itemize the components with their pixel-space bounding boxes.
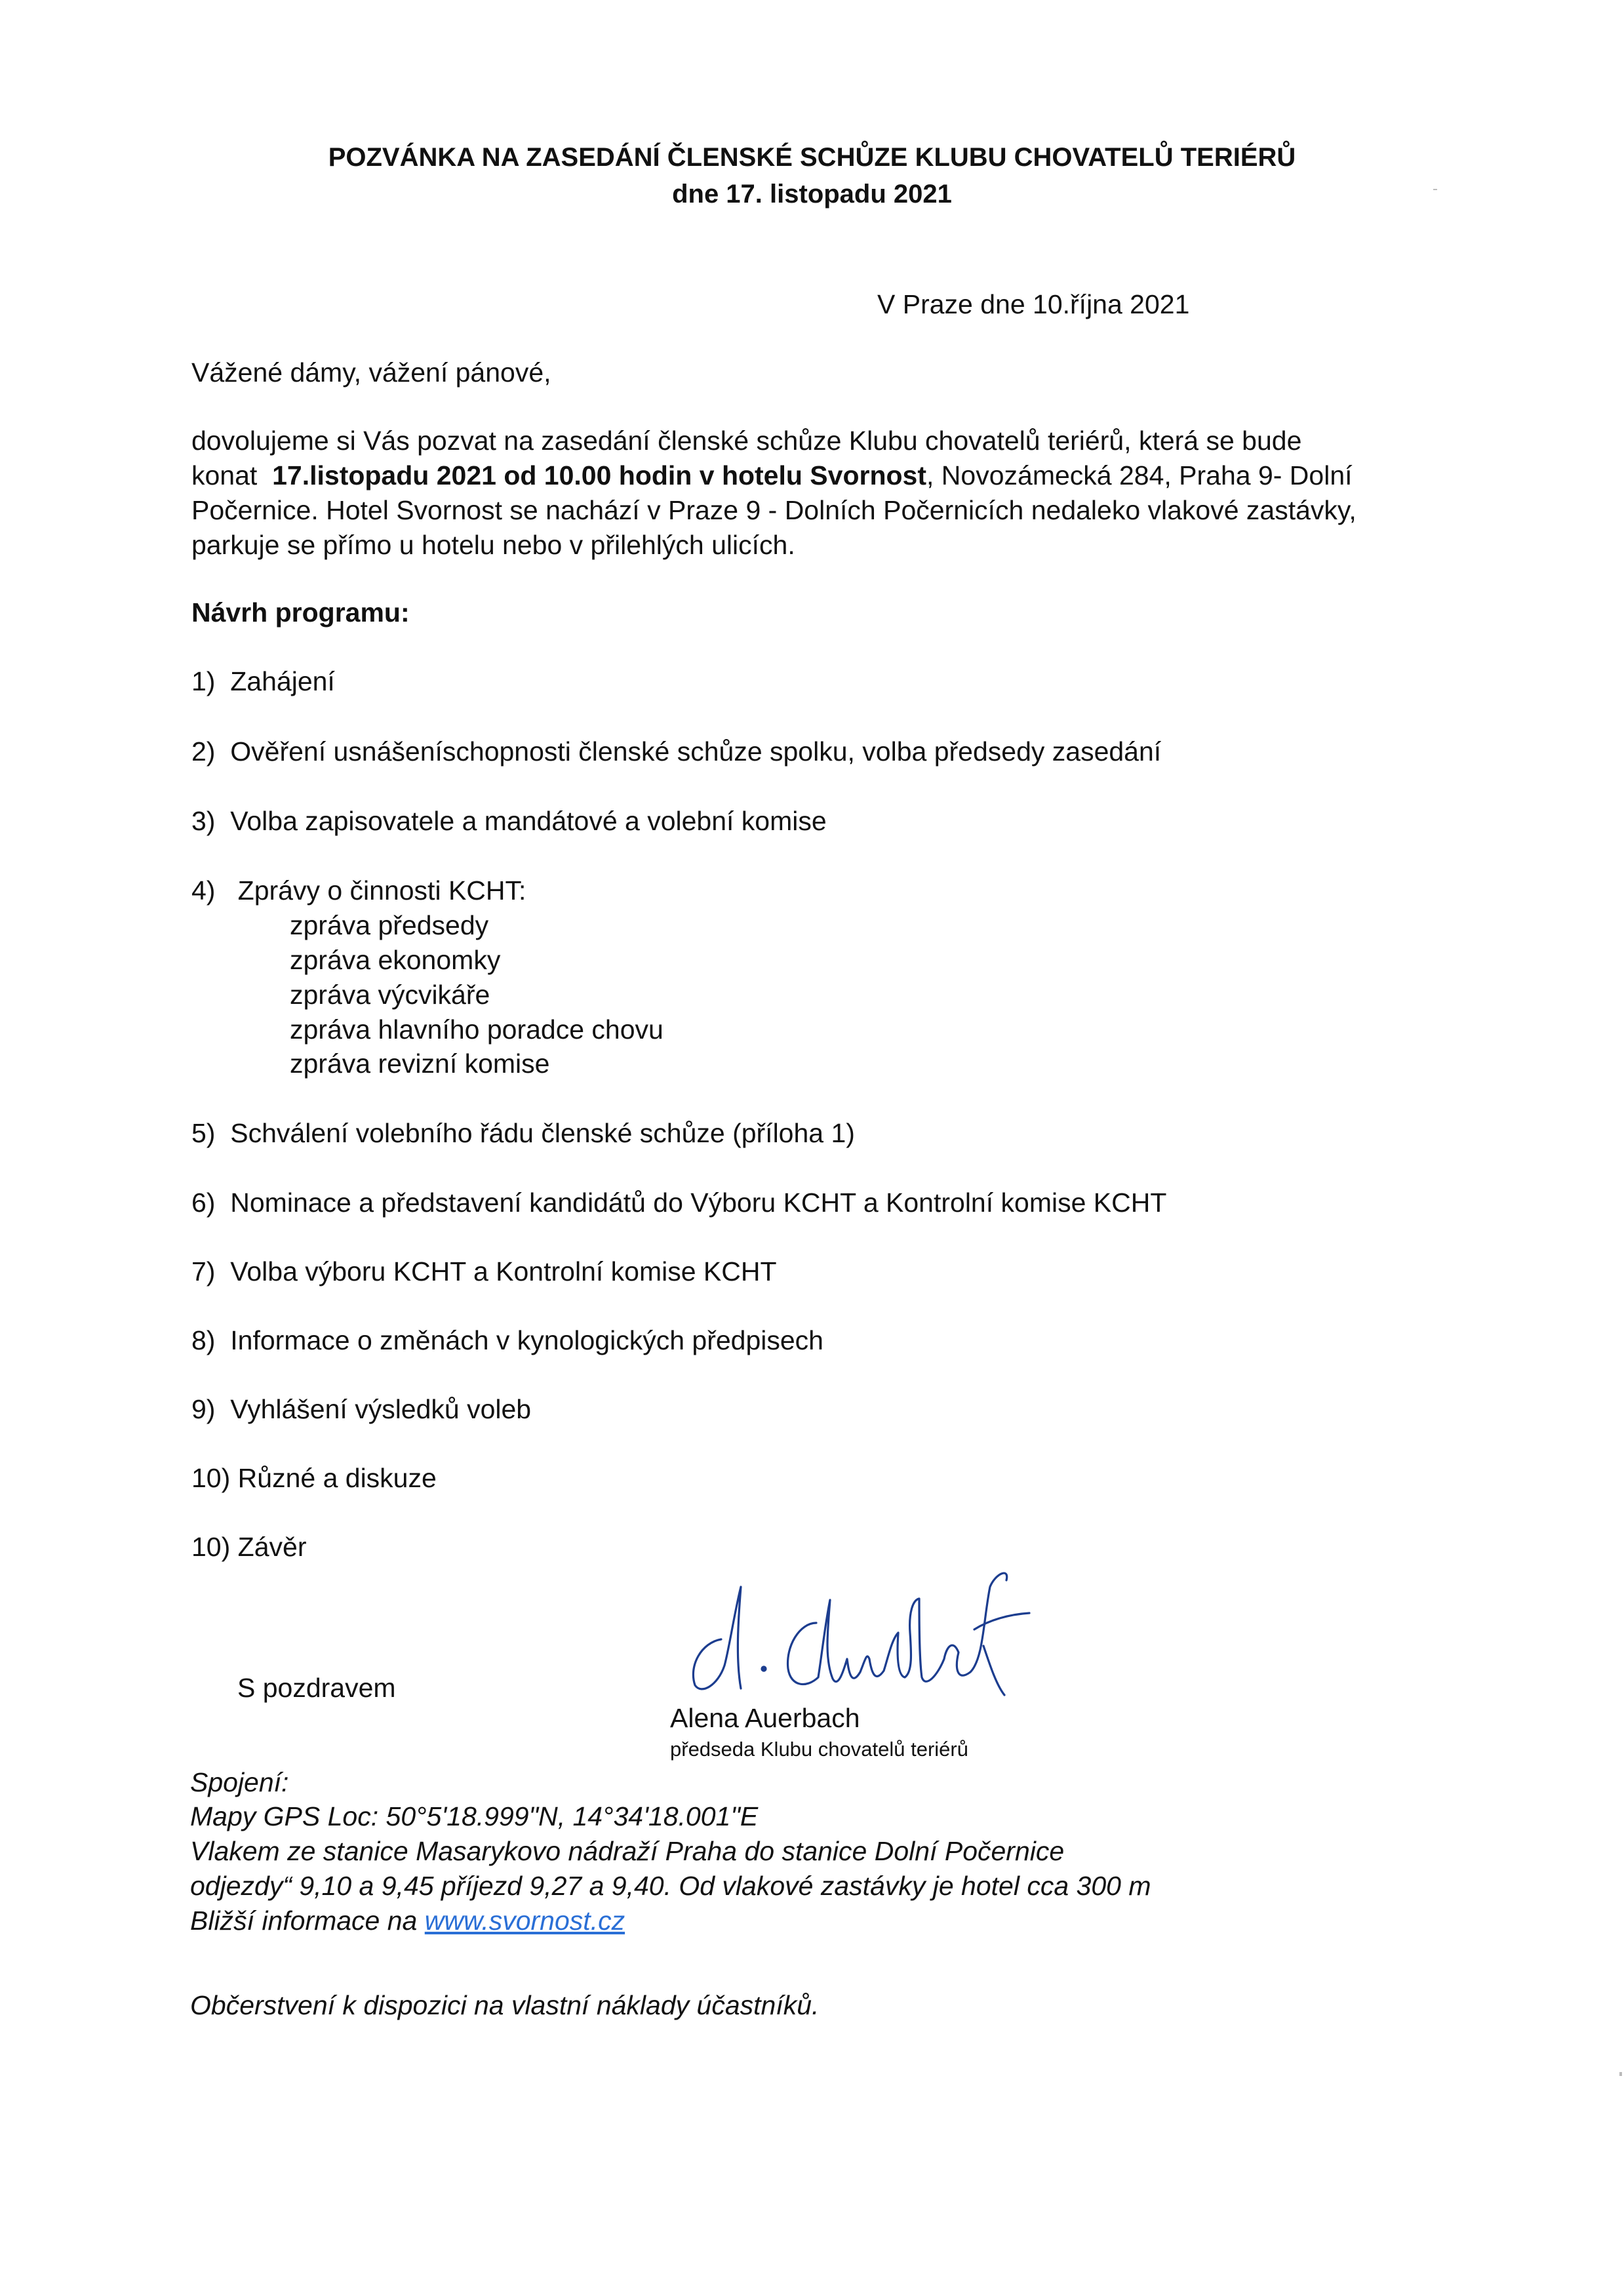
item-number: 1) xyxy=(191,666,216,696)
sub-item-5: zpráva revizní komise xyxy=(290,1048,550,1079)
program-item-5 xyxy=(191,1117,855,1149)
program-item-2 xyxy=(191,736,1161,768)
item-text: Nominace a představení kandidátů do Výboru KCHT a Kontrolní komise KCHT xyxy=(230,1187,1167,1218)
intro-line-1: dovolujeme si Vás pozvat na zasedání členské schůze Klubu chovatelů teriérů, která se bude xyxy=(191,426,1302,456)
item-text: Schválení volebního řádu členské schůze (příloha 1) xyxy=(230,1118,855,1148)
scan-speck xyxy=(1433,189,1437,190)
document-title: POZVÁNKA NA ZASEDÁNÍ ČLENSKÉ SCHŮZE KLUBU CHOVATELŮ TERIÉRŮ xyxy=(328,143,1296,172)
program-item-7 xyxy=(191,1256,777,1288)
signer-name: Alena Auerbach xyxy=(670,1703,860,1733)
item-number: 6) xyxy=(191,1187,216,1218)
item-number: 10) xyxy=(191,1463,231,1493)
sub-item-1: zpráva předsedy xyxy=(290,910,489,940)
intro-line-3: Počernice. Hotel Svornost se nachází v Praze 9 - Dolních Počernicích nedaleko vlakové zastávky, xyxy=(191,495,1357,525)
item-text: Volba zapisovatele a mandátové a volební komise xyxy=(230,806,827,836)
item-number: 7) xyxy=(191,1256,216,1287)
program-heading: Návrh programu: xyxy=(191,597,410,628)
program-item-4 xyxy=(191,875,526,907)
contact-info-label: Bližší informace na xyxy=(190,1906,418,1936)
item-number: 4) xyxy=(191,875,216,906)
item-text: Ověření usnášeníschopnosti členské schůze spolku, volba předsedy zasedání xyxy=(230,736,1162,767)
item-number: 5) xyxy=(191,1118,216,1148)
intro-address: , Novozámecká 284, Praha 9- Dolní xyxy=(926,460,1353,490)
item-text: Zahájení xyxy=(230,666,335,696)
item-number: 9) xyxy=(191,1394,216,1424)
intro-line-4: parkuje se přímo u hotelu nebo v přilehlých ulicích. xyxy=(191,530,795,560)
place-date: V Praze dne 10.října 2021 xyxy=(877,289,1190,319)
intro-konat: konat xyxy=(191,460,258,490)
refreshments-note: Občerstvení k dispozici na vlastní náklady účastníků. xyxy=(190,1990,820,2020)
item-text: Vyhlášení výsledků voleb xyxy=(230,1394,532,1424)
program-item-9 xyxy=(191,1393,531,1426)
item-number: 3) xyxy=(191,806,216,836)
item-number: 10) xyxy=(191,1532,231,1562)
program-item-1 xyxy=(191,666,335,698)
sub-item-3: zpráva výcvikáře xyxy=(290,980,490,1010)
sub-item-4: zpráva hlavního poradce chovu xyxy=(290,1014,663,1045)
contact-gps: Mapy GPS Loc: 50°5'18.999"N, 14°34'18.001"E xyxy=(190,1801,759,1831)
intro-meeting-time-place: 17.listopadu 2021 od 10.00 hodin v hotelu Svornost xyxy=(272,460,927,490)
item-number: 2) xyxy=(191,736,216,767)
sub-item-2: zpráva ekonomky xyxy=(290,945,501,975)
handwritten-signature xyxy=(675,1561,1042,1705)
item-text: Různé a diskuze xyxy=(237,1463,437,1493)
contact-train-1: Vlakem ze stanice Masarykovo nádraží Praha do stanice Dolní Počernice xyxy=(190,1836,1065,1866)
salutation: Vážené dámy, vážení pánové, xyxy=(191,357,551,388)
program-item-3 xyxy=(191,805,827,837)
item-text: Informace o změnách v kynologických předpisech xyxy=(230,1325,823,1355)
contact-heading: Spojení: xyxy=(190,1767,289,1797)
item-number: 8) xyxy=(191,1325,216,1355)
intro-line-2 xyxy=(191,460,1353,492)
website-link[interactable]: www.svornost.cz xyxy=(424,1906,625,1936)
item-text: Volba výboru KCHT a Kontrolní komise KCHT xyxy=(230,1256,777,1287)
signer-role: předseda Klubu chovatelů teriérů xyxy=(670,1738,968,1761)
program-item-6 xyxy=(191,1187,1166,1219)
contact-train-2: odjezdy“ 9,10 a 9,45 příjezd 9,27 a 9,40. Od vlakové zastávky je hotel cca 300 m xyxy=(190,1871,1151,1901)
closing-greeting: S pozdravem xyxy=(237,1673,396,1703)
item-text: Závěr xyxy=(237,1532,307,1562)
scan-speck xyxy=(1619,2072,1622,2076)
program-item-8 xyxy=(191,1325,823,1357)
program-item-11 xyxy=(191,1531,306,1563)
program-item-10 xyxy=(191,1462,437,1494)
document-date: dne 17. listopadu 2021 xyxy=(672,180,952,209)
contact-info xyxy=(190,1905,625,1937)
item-text: Zprávy o činnosti KCHT: xyxy=(237,875,526,906)
